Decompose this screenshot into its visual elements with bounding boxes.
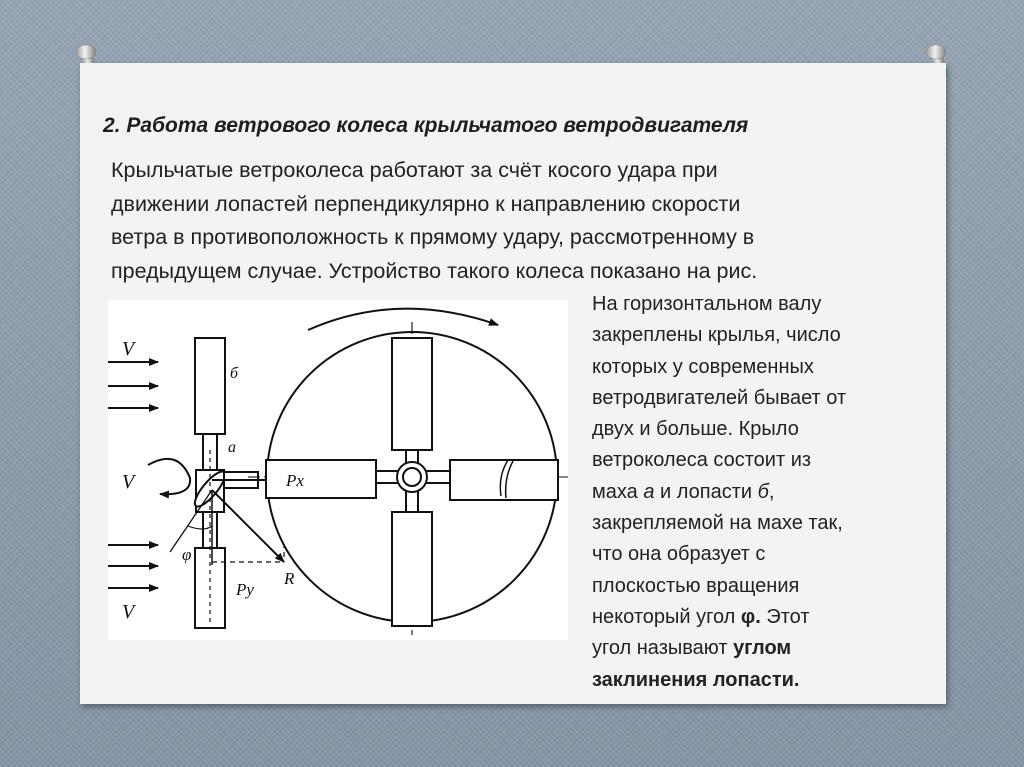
intro-line: ветра в противоположность к прямому удару, рассмотренному в	[111, 225, 755, 249]
label-v: V	[122, 338, 135, 360]
text-run: φ.	[740, 605, 761, 628]
label-r: R	[284, 569, 295, 588]
side-line: На горизонтальном валу	[592, 293, 822, 315]
text-run: заклинения лопасти.	[592, 668, 800, 691]
hub-inner	[403, 468, 421, 486]
side-line: которых у современных	[592, 355, 814, 378]
rotation-arrow-small	[148, 459, 190, 494]
text-run: углом	[733, 637, 792, 660]
label-py: Py	[236, 580, 254, 599]
side-paragraph	[592, 289, 937, 696]
text-run: ,	[768, 480, 775, 503]
wind-wheel-diagram	[108, 300, 568, 640]
side-line: что она образует с	[592, 543, 766, 566]
intro-line: предыдущем случае. Устройство такого колеса показано на рис.	[111, 258, 758, 283]
side-line: ветродвигателей бывает от	[592, 386, 847, 409]
slide-title: 2. Работа ветрового колеса крыльчатого ветродвигателя	[103, 114, 749, 137]
side-line	[592, 602, 937, 633]
text-run: б	[757, 480, 769, 503]
label-blade: б	[230, 365, 239, 382]
text-run: Этот	[760, 605, 810, 628]
label-arm: а	[228, 439, 236, 456]
side-line: закрепляемой на махе так,	[592, 512, 843, 535]
text-run: маха	[592, 480, 644, 503]
side-line: двух и больше. Крыло	[592, 418, 799, 441]
text-run: и лопасти	[654, 480, 758, 503]
side-line: плоскостью вращения	[592, 574, 800, 597]
side-line: ветроколеса состоит из	[592, 449, 812, 472]
label-v: V	[122, 471, 135, 493]
label-px: Px	[286, 471, 304, 490]
blade-rect	[392, 512, 432, 626]
label-v: V	[122, 601, 135, 623]
blade-rect	[392, 338, 432, 450]
side-line	[592, 633, 937, 664]
intro-paragraph	[111, 154, 931, 288]
wind-wheel-figure	[108, 300, 568, 640]
text-run: некоторый угол	[592, 605, 741, 628]
side-line: закреплены крылья, число	[592, 324, 841, 347]
rotation-arrow	[308, 309, 498, 330]
text-run: угол называют	[592, 637, 734, 660]
blade-rect	[195, 338, 225, 434]
intro-line: Крыльчатые ветроколеса работают за счёт косого удара при	[111, 158, 718, 182]
side-line	[592, 665, 937, 696]
side-line	[592, 477, 937, 508]
blade-rect	[266, 460, 376, 498]
text-run: а	[643, 480, 655, 503]
intro-line: движении лопастей перпендикулярно к направлению скорости	[111, 191, 741, 216]
label-phi: φ	[182, 545, 192, 564]
